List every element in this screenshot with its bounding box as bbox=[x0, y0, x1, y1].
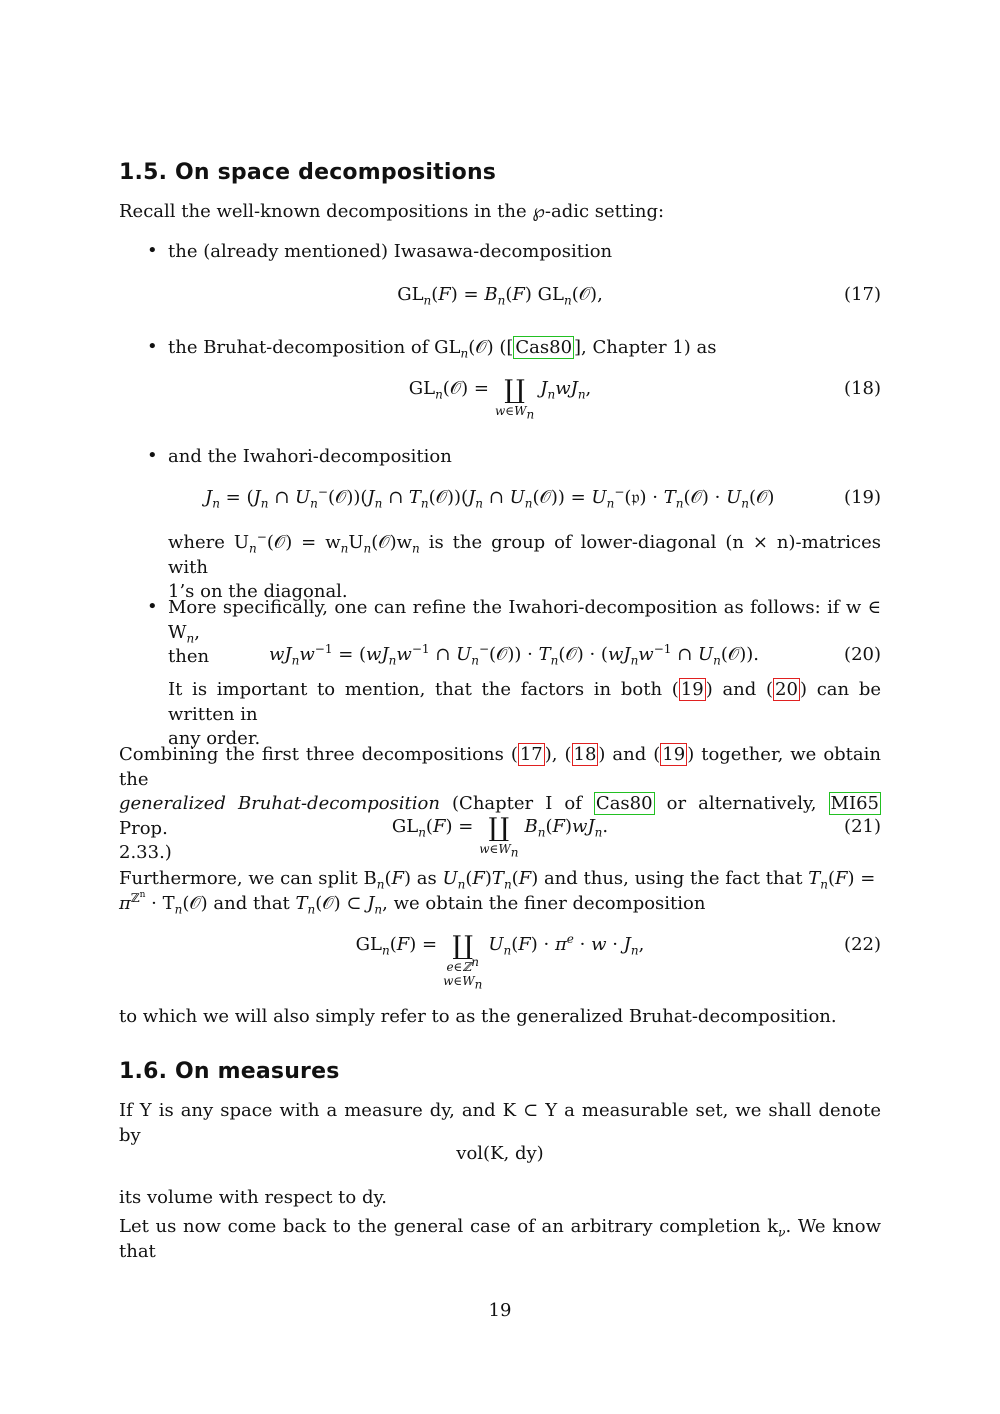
section-heading-1-5: 1.5. On space decompositions bbox=[119, 160, 497, 185]
equation-number-20: (20) bbox=[844, 644, 881, 665]
equation-20: $wJ_nw^{-1} = (wJ_nw^{-1}$ ∩ $U_n^-(𝒪)$) · $T_n(𝒪) \cdot (wJ_nw^{-1}$ ∩ $U_n(𝒪)$). bbox=[269, 642, 759, 668]
bullet-marker: • bbox=[147, 240, 158, 261]
citation-link[interactable]: Cas80 bbox=[515, 337, 573, 358]
equation-number-22: (22) bbox=[844, 934, 881, 955]
equation-22: $GL_n(F)$ = ∐ e∈ℤ$^n$ $w\in W_n$ $U_n(F) \cdot \pi^e \cdot w \cdot J_n$, bbox=[355, 931, 645, 992]
equation-number-21: (21) bbox=[844, 816, 881, 837]
equation-18: $GL_n(𝒪)$ = ∐ $w\in W_n$ $J_nwJ_n$, bbox=[408, 375, 592, 422]
equation-number-18: (18) bbox=[844, 378, 881, 399]
bullet-marker: • bbox=[147, 336, 158, 357]
equation-link[interactable]: 17 bbox=[519, 744, 543, 765]
bullet-iwasawa: the (already mentioned) Iwasawa-decomposition bbox=[168, 241, 613, 262]
intro-paragraph: Recall the well-known decompositions in the ℘-adic setting: bbox=[119, 201, 665, 222]
equation-number-19: (19) bbox=[844, 487, 881, 508]
page-number: 19 bbox=[488, 1300, 512, 1321]
bullet-refine: More specifically, one can refine the Iwahori-decomposition as follows: if w ∈ $W_n$, then bbox=[168, 597, 881, 667]
equation-17: $GL_n(F) = B_n(F)$ $GL_n(𝒪)$, bbox=[397, 284, 603, 308]
equation-21: $GL_n(F)$ = ∐ $w\in W_n$ $B_n(F)wJ_n$. bbox=[391, 813, 609, 860]
equation-number-17: (17) bbox=[844, 284, 881, 305]
completion-paragraph: Let us now come back to the general case of an arbitrary completion $k_\nu$. We know that bbox=[119, 1216, 881, 1262]
citation-link[interactable]: Cas80 bbox=[595, 793, 653, 814]
equation-link[interactable]: 20 bbox=[775, 679, 798, 700]
measure-paragraph: If Y is any space with a measure dy, and K ⊂ Y a measurable set, we shall denote by bbox=[119, 1100, 881, 1146]
refer-paragraph: to which we will also simply refer to as the generalized Bruhat-decomposition. bbox=[119, 1006, 837, 1027]
order-paragraph: It is important to mention, that the factors in both ( 19 ) and ( 20 ) can be written in any order. bbox=[168, 679, 881, 749]
where-paragraph: where $U_n^-(𝒪)$ = $w_nU_n(𝒪)w_n$ is the group of lower-diagonal (n × n)-matrices with 1’s on the diagonal. bbox=[168, 530, 881, 602]
equation-link[interactable]: 19 bbox=[662, 744, 686, 765]
equation-19: $J_n = (J_n$ ∩ $U_n^-(𝒪))(J_n$ ∩ $T_n(𝒪))(J_n$ ∩ $U_n(𝒪)$) = $U_n^-(𝔭)$ · $T_n(𝒪)$ · $U_n(𝒪)$ bbox=[205, 485, 775, 511]
page-body bbox=[119, 0, 881, 1414]
bullet-bruhat: the Bruhat-decomposition of $GL_n(𝒪)$ ([ Cas80 ], Chapter 1) as bbox=[168, 337, 717, 361]
combining-paragraph: Combining the first three decompositions ( 17 ), ( 18 ) and ( 19 ) together, we obtain the generalized Bruhat-decomposition (Chapter I of Cas80 or alternatively, MI65 Prop. 2.33.) bbox=[119, 744, 881, 863]
citation-link[interactable]: MI65 bbox=[830, 793, 879, 814]
bullet-marker: • bbox=[147, 445, 158, 466]
volume-paragraph: its volume with respect to dy. bbox=[119, 1187, 387, 1208]
volume-expression: vol(K, dy) bbox=[456, 1143, 544, 1164]
bullet-marker: • bbox=[147, 596, 158, 617]
equation-link[interactable]: 19 bbox=[680, 679, 704, 700]
furthermore-paragraph: Furthermore, we can split $B_n(F)$ as $U_n(F)T_n(F)$ and thus, using the fact that $T_n(F)$ = $\pi^{ℤ^n}$ · $T_n(𝒪)$ and that $T_n(𝒪)$ ⊂ $J_n$, we obtain the finer decomposition bbox=[119, 868, 876, 917]
equation-link[interactable]: 18 bbox=[573, 744, 597, 765]
section-heading-1-6: 1.6. On measures bbox=[119, 1059, 340, 1084]
bullet-iwahori: and the Iwahori-decomposition bbox=[168, 446, 452, 467]
